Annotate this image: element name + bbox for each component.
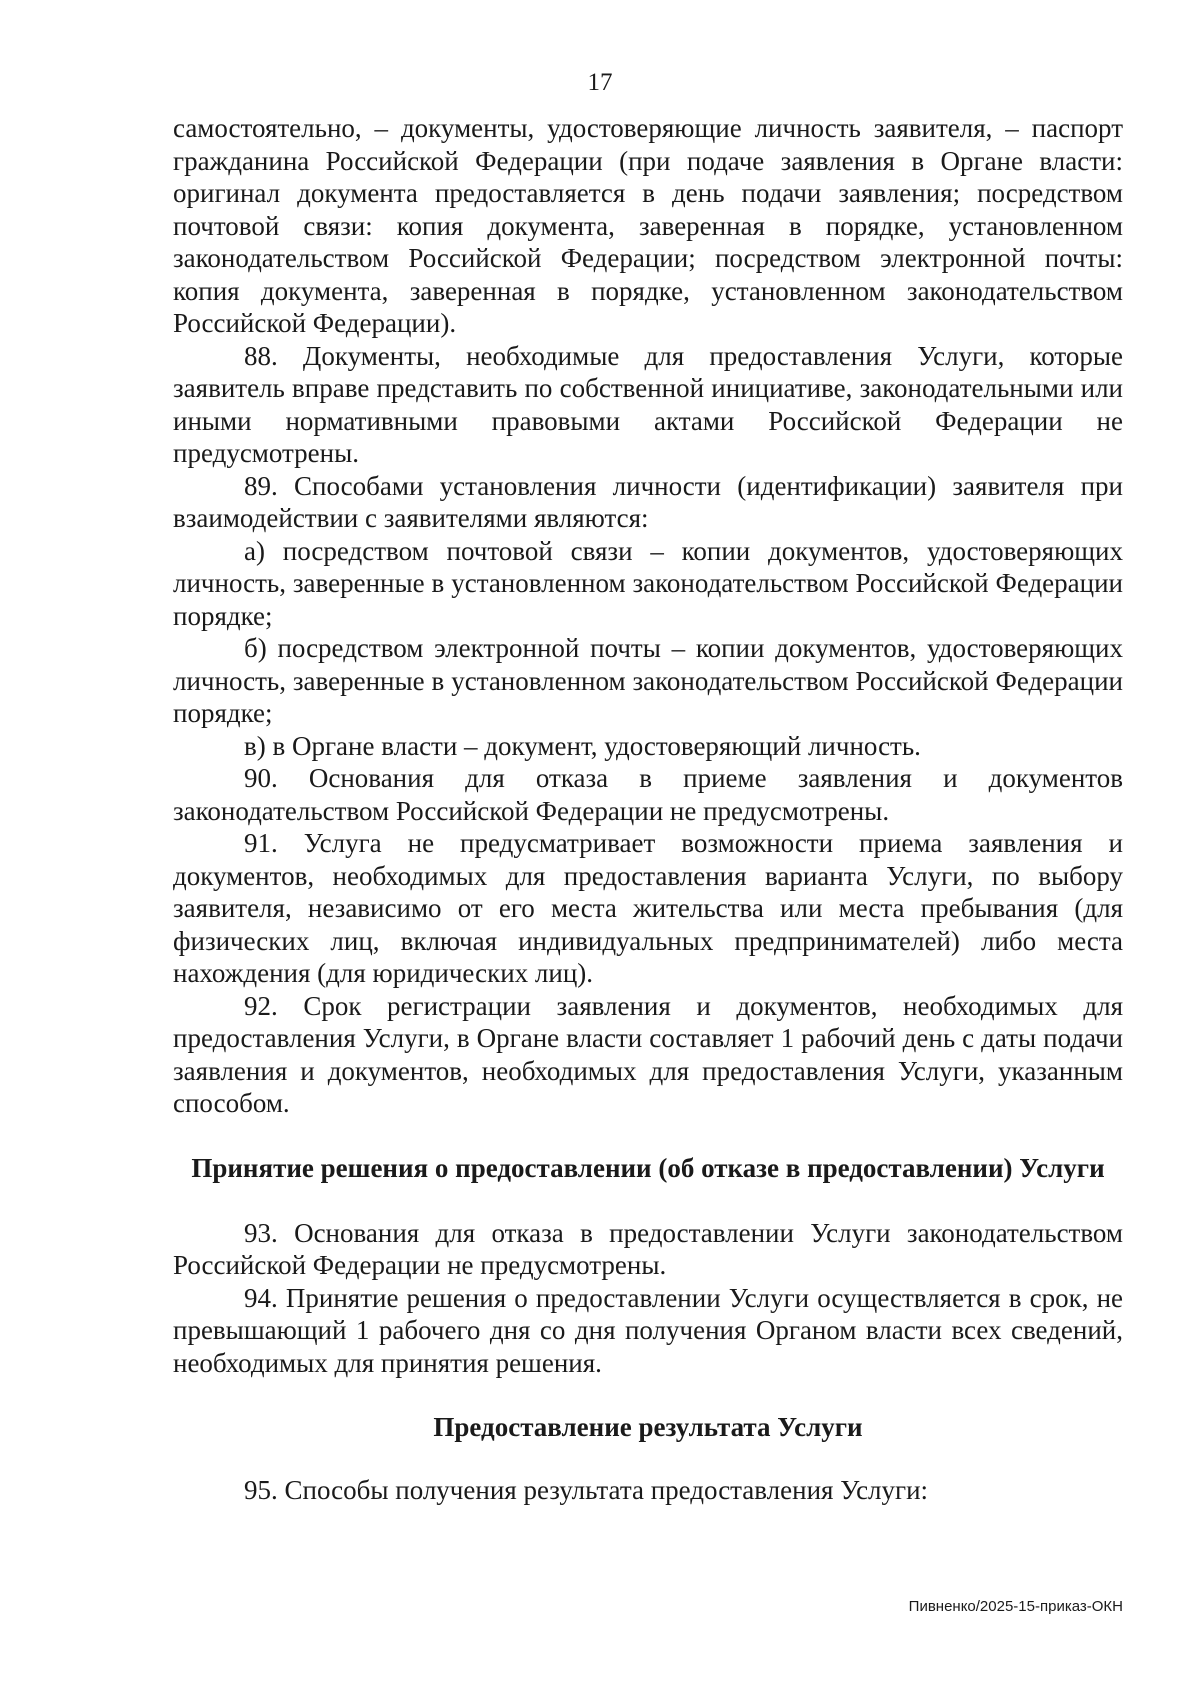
paragraph-87-continuation: самостоятельно, – документы, удостоверяющие личность заявителя, – паспорт гражданина Российской Федерации (при подаче заявления в Органе власти: оригинал документа предоставляется в день подачи заявления; посредством почтовой связи: копия документа, заверенная в порядке, установленном законодательством Российской Федерации; посредством электронной почты: копия документа, заверенная в порядке, установленном законодательством Российской Федерации).	[173, 113, 1123, 338]
paragraph-89-c: в) в Органе власти – документ, удостоверяющий личность.	[244, 730, 921, 761]
paragraph-91: 91. Услуга не предусматривает возможности приема заявления и документов, необходимых для предоставления варианта Услуги, по выбору заявителя, независимо от его места жительства или места пребывания (для физических лиц, включая индивидуальных предпринимателей) либо места нахождения (для юридических лиц).	[173, 828, 1123, 988]
paragraph-89-b: б) посредством электронной почты – копии документов, удостоверяющих личность, заверенные в установленном законодательством Российской Федерации порядке;	[173, 633, 1123, 728]
page-number: 17	[587, 69, 613, 96]
document-footer-reference: Пивненко/2025-15-приказ-ОКН	[908, 1598, 1123, 1615]
paragraph-89-a: а) посредством почтовой связи – копии документов, удостоверяющих личность, заверенные в установленном законодательством Российской Федерации порядке;	[173, 535, 1123, 631]
paragraph-92: 92. Срок регистрации заявления и документов, необходимых для предоставления Услуги, в Органе власти составляет 1 рабочий день с даты подачи заявления и документов, необходимых для предоставления Услуги, указанным способом.	[173, 990, 1123, 1118]
paragraph-94: 94. Принятие решения о предоставлении Услуги осуществляется в срок, не превышающий 1 рабочего дня со дня получения Органом власти всех сведений, необходимых для принятия решения.	[173, 1282, 1123, 1378]
paragraph-90: 90. Основания для отказа в приеме заявления и документов законодательством Российской Федерации не предусмотрены.	[173, 763, 1123, 826]
paragraph-93: 93. Основания для отказа в предоставлении Услуги законодательством Российской Федерации не предусмотрены.	[173, 1217, 1123, 1280]
paragraph-89: 89. Способами установления личности (идентификации) заявителя при взаимодействии с заявителями являются:	[173, 470, 1123, 533]
document-body	[173, 112, 1123, 1507]
paragraph-95: 95. Способы получения результата предоставления Услуги:	[244, 1475, 929, 1505]
section-heading-result: Предоставление результата Услуги	[433, 1412, 863, 1442]
section-heading-decision: Принятие решения о предоставлении (об отказе в предоставлении) Услуги	[191, 1152, 1105, 1183]
paragraph-88: 88. Документы, необходимые для предоставления Услуги, которые заявитель вправе представить по собственной инициативе, законодательными или иными нормативными правовыми актами Российской Федерации не предусмотрены.	[173, 340, 1123, 468]
